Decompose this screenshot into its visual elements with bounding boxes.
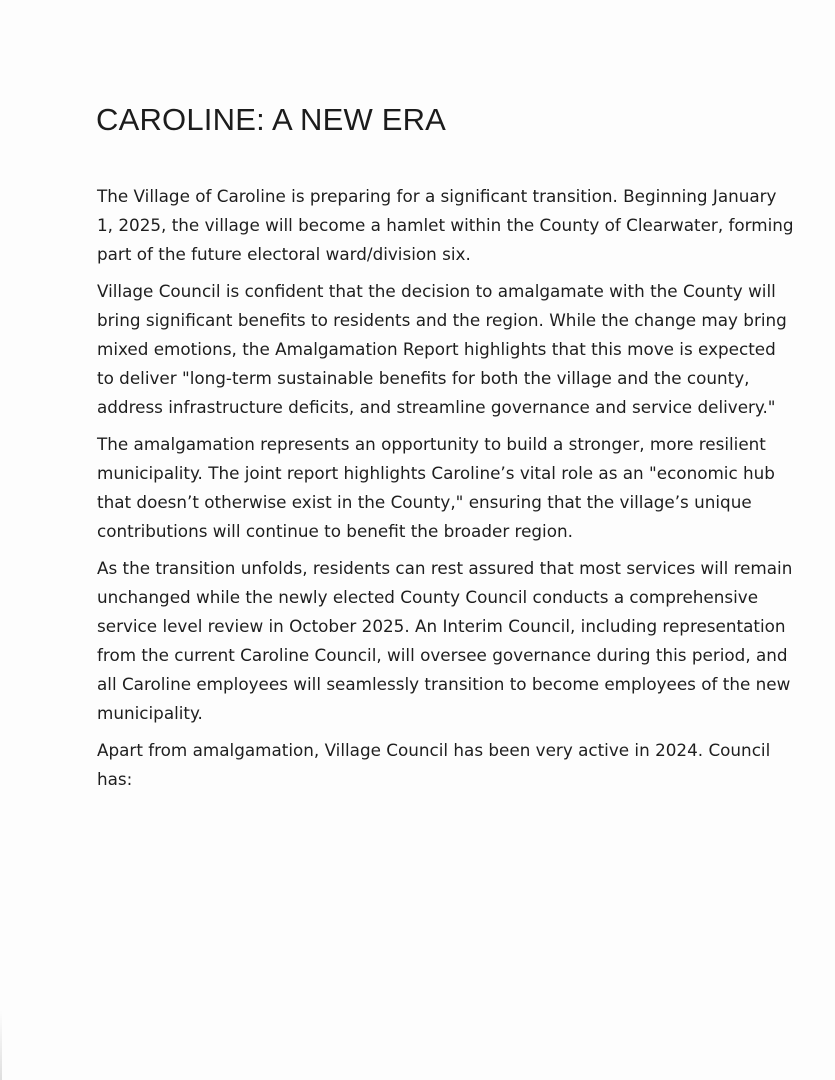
article-body [97,182,797,802]
paragraph-council-confidence: Village Council is confident that the decision to amalgamate with the County will bring significant benefits to residents and the region. While the change may bring mixed emotions, the Amalgamation Report highlights that this move is expected to deliver "long-term sustainable benefits for both the village and the county, address infrastructure deficits, and streamline governance and service delivery." [97,281,787,417]
page-title: CAROLINE: A NEW ERA [96,102,447,137]
paragraph-transition: The Village of Caroline is preparing for a significant transition. Beginning January 1, 2025, the village will become a hamlet within the County of Clearwater, forming part of the future electoral ward/division six. [97,186,794,264]
paragraph-services: As the transition unfolds, residents can rest assured that most services will remain unchanged while the newly elected County Council conducts a comprehensive service level review in October 2025. An Interim Council, including representation from the current Caroline Council, will oversee governance during this period, and all Caroline employees will seamlessly transition to become employees of the new municipality. [97,558,793,723]
paragraph-council-activity: Apart from amalgamation, Village Council has been very active in 2024. Council has: [97,740,771,789]
scan-edge-mark [0,1010,2,1080]
paragraph-opportunity: The amalgamation represents an opportunity to build a stronger, more resilient municipality. The joint report highlights Caroline’s vital role as an "economic hub that doesn’t otherwise exist in the County," ensuring that the village’s unique contributions will continue to benefit the broader region. [97,434,775,541]
